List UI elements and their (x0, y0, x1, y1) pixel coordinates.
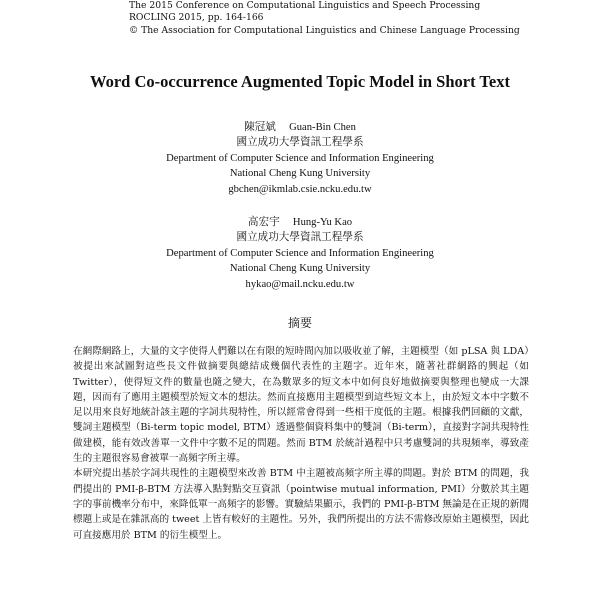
author-department: Department of Computer Science and Information Engineering (166, 152, 434, 164)
author-block-1 (0, 120, 600, 197)
author-name: 陳冠斌 Guan-Bin Chen (244, 122, 356, 133)
author-university: National Cheng Kung University (229, 168, 371, 180)
paper-title: Word Co-occurrence Augmented Topic Model in Short Text (90, 72, 510, 91)
author-email: gbchen@ikmlab.csie.ncku.edu.tw (228, 183, 372, 195)
header-line-3: © The Association for Computational Linguistics and Chinese Language Processing (129, 24, 520, 36)
abstract-paragraph-2: 本研究提出基於字詞共現性的主題模型來改善 BTM 中主題被高頻字所主導的問題。對於 BTM 的問題，我們提出的 PMI-β-BTM 方法導入點對點交互資訊（pointwise mutual information, PMI）分數於其主題字的事前機率分布中，來降低單一高頻字的影響。實驗結果顯示，我們的 PMI-β-BTM 無論是在正規的新聞標題上或是在雜訊高的 tweet 上皆有較好的主題性。另外，我們所提出的方法不需修改原始主題模型，因此可直接應用於 BTM 的衍生模型上。 (73, 468, 529, 541)
author-department: Department of Computer Science and Information Engineering (166, 247, 434, 259)
author-university: National Cheng Kung University (229, 263, 371, 275)
abstract-heading: 摘要 (287, 316, 312, 330)
abstract-paragraph-1: 在網際網路上，大量的文字使得人們難以在有限的短時間內加以吸收並了解，主題模型（如 pLSA 與 LDA）被提出來試圖對這些長文件做摘要與總結成幾個代表性的主題字。近年來，隨著社群網路的興起（如 Twitter），使得短文件的數量也隨之變大，在為數眾多的短文本中如何良好地做摘要與整理也變成一大課題，因而有了應用主題模型於短文本的想法。然而直接應用主題模型到這些短文本上，由於短文本中字數不足以用來良好地統計該主題的字詞共現特性，所以經常會得到一些相干度低的主題。根據我們回顧的文獻，雙詞主題模型（Bi-term topic model, BTM）透過整個資料集中的雙詞（Bi-term），直接對字詞共現特性做建模，能有效改善單一文件中字數不足的問題。然而 BTM 於統計過程中只考慮雙詞的共現頻率，導致產生的主題很容易會被單一高頻字所主導。 (73, 346, 529, 465)
header-line-2: ROCLING 2015, pp. 164-166 (129, 12, 264, 24)
author-affiliation-zh: 國立成功大學資訊工程學系 (236, 137, 364, 149)
author-affiliation-zh: 國立成功大學資訊工程學系 (236, 232, 364, 244)
author-email: hykao@mail.ncku.edu.tw (245, 278, 355, 290)
abstract-body (73, 344, 529, 543)
conference-header (129, 0, 520, 37)
author-block-2 (0, 215, 600, 292)
author-name: 高宏宇 Hung-Yu Kao (247, 217, 353, 228)
header-line-1: The 2015 Conference on Computational Linguistics and Speech Processing (129, 0, 481, 11)
